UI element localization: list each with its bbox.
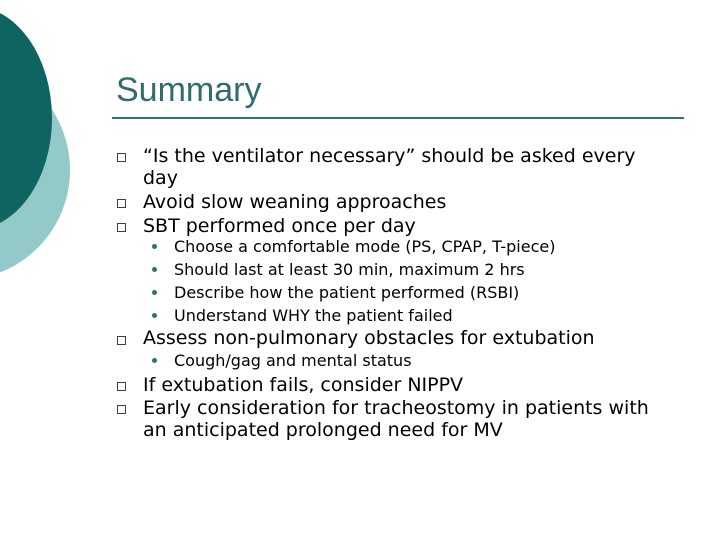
list-item: If extubation fails, consider NIPPV (143, 374, 464, 396)
checkbox-bullet-icon (117, 405, 126, 414)
list-item: Avoid slow weaning approaches (143, 191, 447, 213)
checkbox-bullet-icon (117, 223, 126, 232)
slide-title: Summary (116, 71, 262, 109)
checkbox-bullet-icon (117, 336, 126, 345)
list-item: SBT performed once per day (143, 215, 416, 237)
list-item: Early consideration for tracheostomy in patients with an anticipated prolonged need for MV (143, 397, 649, 441)
sub-bullet-icon (152, 290, 157, 295)
sub-list-item: Choose a comfortable mode (PS, CPAP, T-piece) (174, 237, 556, 256)
checkbox-bullet-icon (117, 199, 126, 208)
checkbox-bullet-icon (117, 153, 126, 162)
checkbox-bullet-icon (117, 382, 126, 391)
sub-bullet-icon (152, 244, 157, 249)
sub-list-item: Describe how the patient performed (RSBI) (174, 283, 520, 302)
list-item: Assess non-pulmonary obstacles for extubation (143, 327, 595, 349)
sub-bullet-icon (152, 313, 157, 318)
list-item: “Is the ventilator necessary” should be asked every day (143, 145, 636, 189)
sub-list-item: Cough/gag and mental status (174, 351, 412, 370)
sub-bullet-icon (152, 267, 157, 272)
sub-list-item: Should last at least 30 min, maximum 2 hrs (174, 260, 525, 279)
sub-list-item: Understand WHY the patient failed (174, 306, 453, 325)
sub-bullet-icon (152, 358, 157, 363)
